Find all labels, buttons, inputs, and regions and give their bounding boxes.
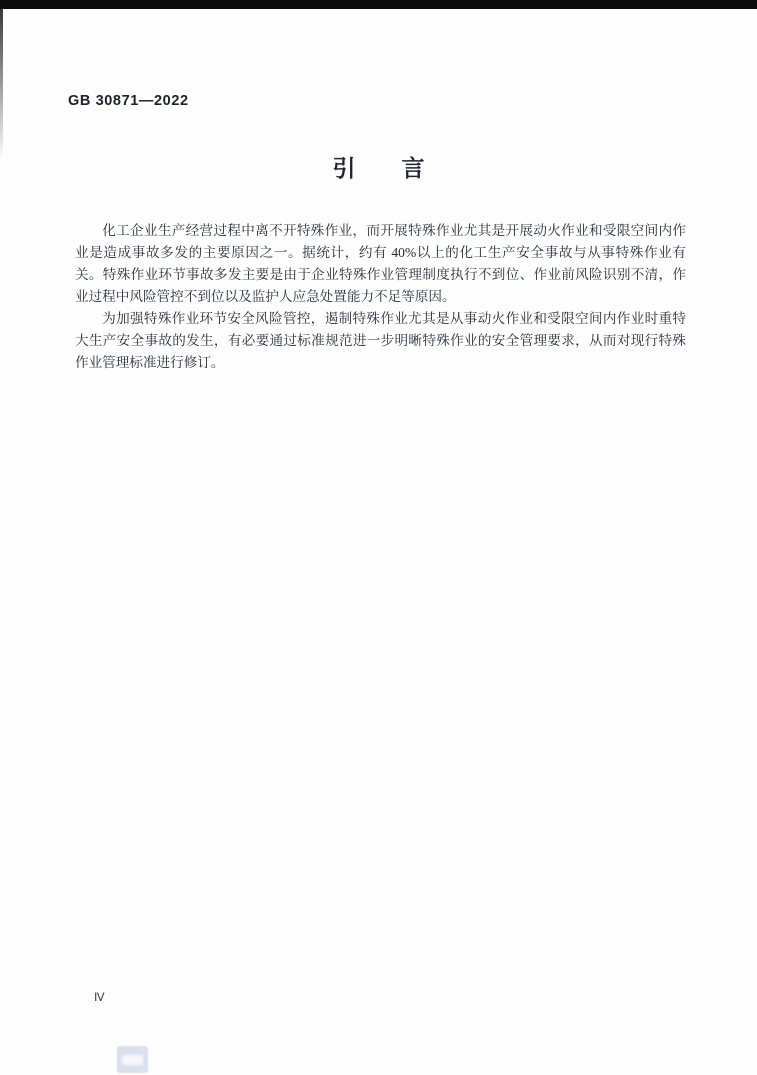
watermark-logo-glyph [122,1055,143,1065]
paragraph: 为加强特殊作业环节安全风险管控，遏制特殊作业尤其是从事动火作业和受限空间内作业时重特大生产安全事故的发生，有必要通过标准规范进一步明晰特殊作业的安全管理要求，从而对现行特殊作业管理标准进行修订。 [75,311,686,370]
introduction-body [75,220,686,374]
page-title: 引 言 [332,155,425,181]
paragraph: 化工企业生产经营过程中离不开特殊作业，而开展特殊作业尤其是开展动火作业和受限空间内作业是造成事故多发的主要原因之一。据统计，约有 40%以上的化工生产安全事故与从事特殊作业有关。特殊作业环节事故多发主要是由于企业特殊作业管理制度执行不到位、作业前风险识别不清，作业过程中风险管控不到位以及监护人应急处置能力不足等原因。 [75,223,686,304]
scan-artifact-left-edge [0,9,3,159]
standard-number: GB 30871—2022 [68,93,189,109]
scan-artifact-top-bar [0,0,757,9]
page-number: Ⅳ [94,992,105,1004]
watermark-logo [117,1046,148,1073]
